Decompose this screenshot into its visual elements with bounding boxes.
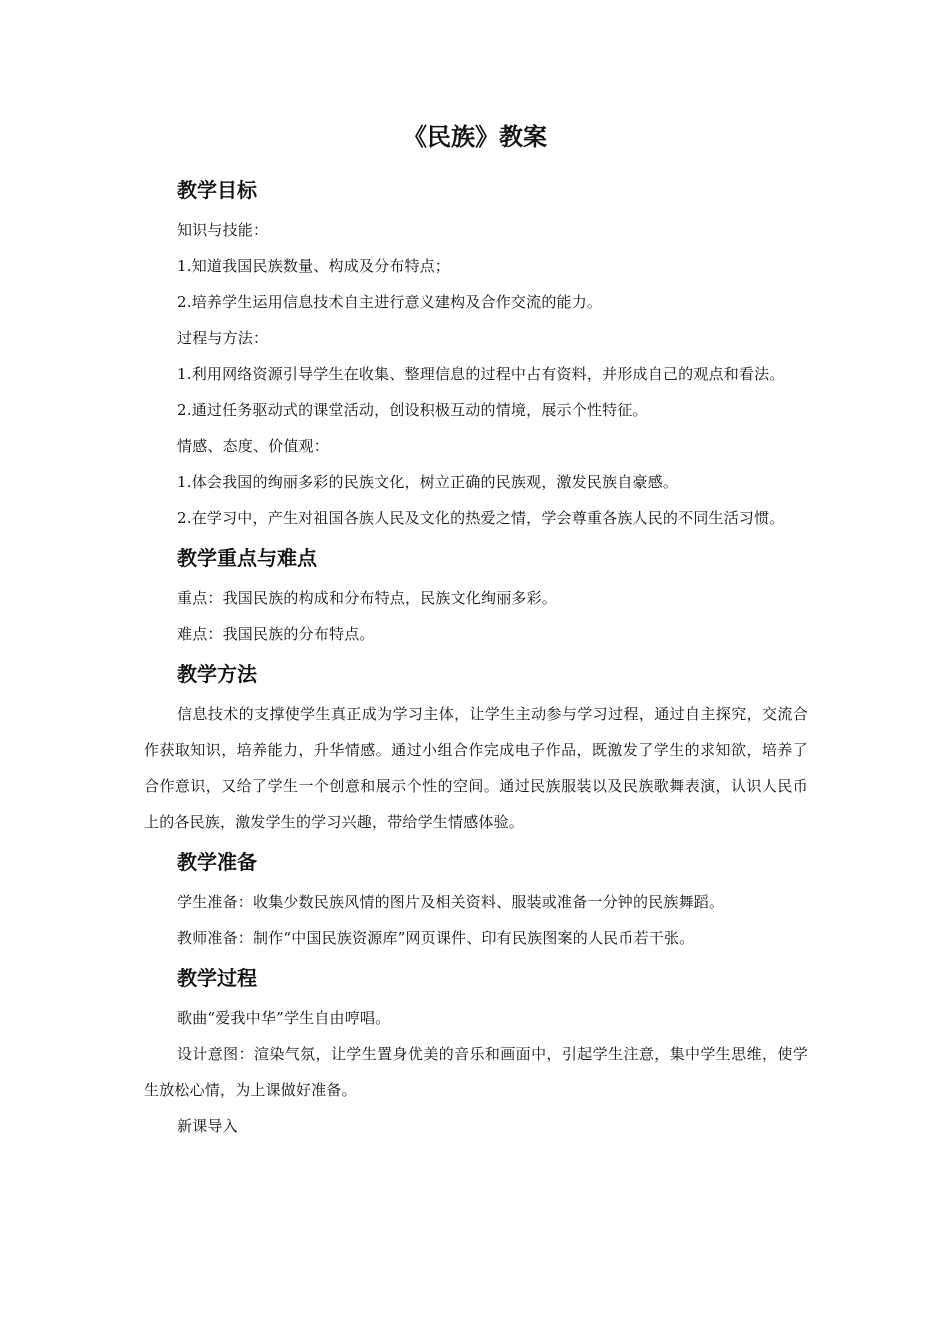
paragraph: 新课导入 [177,1117,238,1135]
section-teaching-methods [144,660,808,840]
paragraph: 歌曲“爱我中华”学生自由哼唱。 [177,1009,391,1027]
section-heading: 教学方法 [177,662,257,686]
paragraph: 教师准备：制作“中国民族资源库”网页课件、印有民族图案的人民币若干张。 [177,929,695,947]
paragraph: 2.通过任务驱动式的课堂活动，创设积极互动的情境，展示个性特征。 [177,401,648,419]
section-heading: 教学目标 [177,178,257,202]
document-body [144,168,808,1144]
paragraph: 信息技术的支撑使学生真正成为学习主体，让学生主动参与学习过程，通过自主探究，交流合作获取知识，培养能力，升华情感。通过小组合作完成电子作品，既激发了学生的求知欲，培养了合作意识，又给了学生一个创意和展示个性的空间。通过民族服装以及民族歌舞表演，认识人民币上的各民族，激发学生的学习兴趣，带给学生情感体验。 [144,705,808,831]
paragraph: 知识与技能： [177,221,269,239]
document-title: 《民族》教案 [403,123,547,151]
paragraph: 1.知道我国民族数量、构成及分布特点； [177,257,451,275]
paragraph: 设计意图：渲染气氛，让学生置身优美的音乐和画面中，引起学生注意，集中学生思维，使学生放松心情，为上课做好准备。 [144,1045,808,1099]
paragraph: 难点：我国民族的分布特点。 [177,625,375,643]
paragraph: 1.利用网络资源引导学生在收集、整理信息的过程中占有资料，并形成自己的观点和看法。 [177,365,785,383]
section-preparation [144,848,808,956]
section-teaching-process [144,964,808,1144]
paragraph: 1.体会我国的绚丽多彩的民族文化，树立正确的民族观，激发民族自豪感。 [177,473,679,491]
paragraph: 学生准备：收集少数民族风情的图片及相关资料、服装或准备一分钟的民族舞蹈。 [177,893,725,911]
paragraph: 2.在学习中，产生对祖国各族人民及文化的热爱之情，学会尊重各族人民的不同生活习惯。 [177,509,785,527]
paragraph: 过程与方法： [177,329,269,347]
section-key-points [144,544,808,652]
paragraph: 重点：我国民族的构成和分布特点，民族文化绚丽多彩。 [177,589,558,607]
section-heading: 教学过程 [177,966,257,990]
section-heading: 教学准备 [177,850,257,874]
section-heading: 教学重点与难点 [177,546,317,570]
paragraph: 情感、态度、价值观： [177,437,330,455]
section-teaching-goals [144,176,808,536]
paragraph: 2.培养学生运用信息技术自主进行意义建构及合作交流的能力。 [177,293,603,311]
